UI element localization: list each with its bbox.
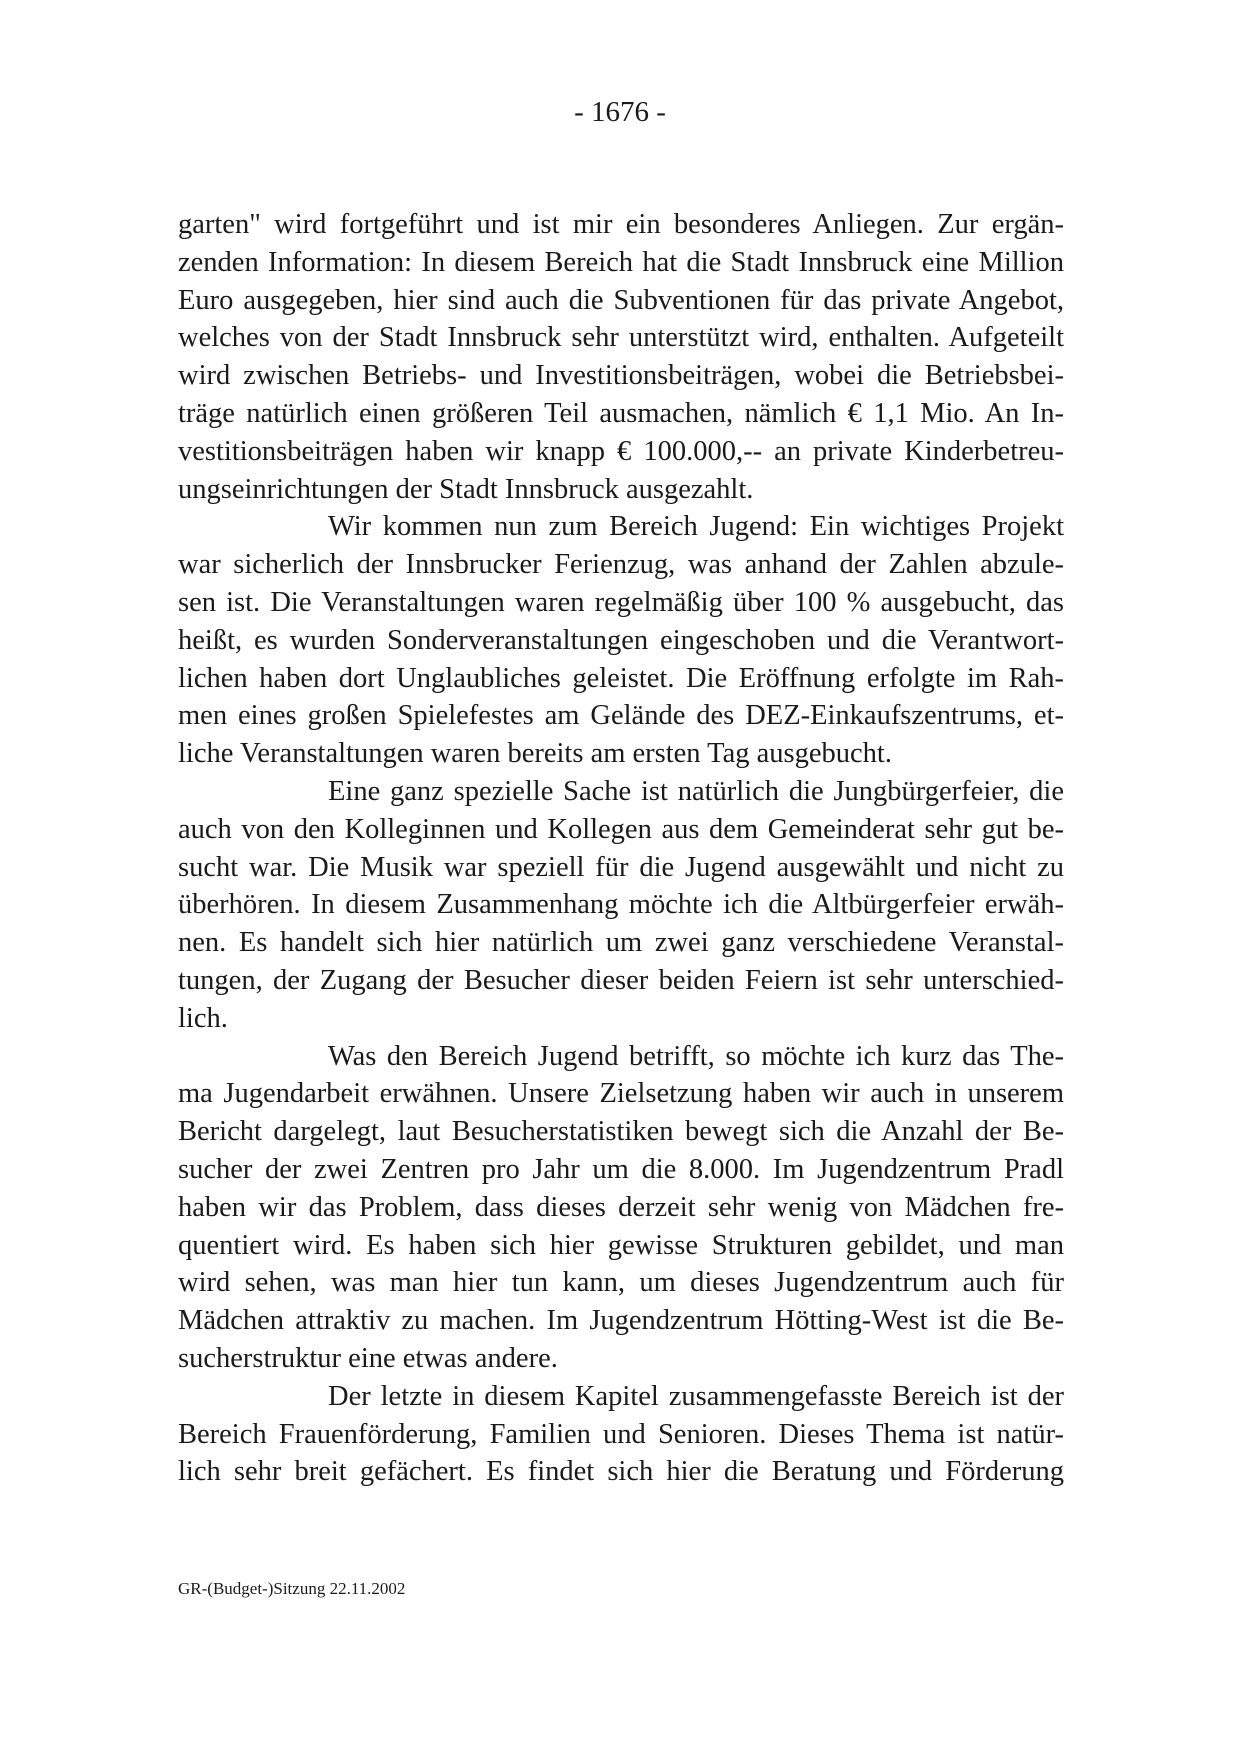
text-line: tungen, der Zugang der Besucher dieser beiden Feiern ist sehr unterschied- [178, 964, 1064, 996]
text-line: vestitionsbeiträgen haben wir knapp € 100.000,-- an private Kinderbetreu- [178, 435, 1064, 467]
text-line: men eines großen Spielefestes am Gelände des DEZ-Einkaufszentrums, et- [178, 700, 1064, 732]
text-line: ungseinrichtungen der Stadt Innsbruck ausgezahlt. [178, 473, 754, 505]
text-line: garten" wird fortgeführt und ist mir ein besonderes Anliegen. Zur ergän- [178, 209, 1064, 240]
paragraph-first-line: Was den Bereich Jugend betrifft, so möchte ich kurz das The- [328, 1040, 1064, 1072]
text-line: nen. Es handelt sich hier natürlich um zwei ganz verschiedene Veranstal- [178, 927, 1064, 959]
text-line: träge natürlich einen größeren Teil ausmachen, nämlich € 1,1 Mio. An In- [178, 397, 1064, 429]
text-line: sucht war. Die Musik war speziell für die Jugend ausgewählt und nicht zu [178, 851, 1064, 883]
text-line: sen ist. Die Veranstaltungen waren regelmäßig über 100 % ausgebucht, das [178, 586, 1064, 618]
text-line: welches von der Stadt Innsbruck sehr unterstützt wird, enthalten. Aufgeteilt [178, 322, 1064, 354]
text-line: sucherstruktur eine etwas andere. [178, 1342, 558, 1374]
text-line: liche Veranstaltungen waren bereits am ersten Tag ausgebucht. [178, 738, 892, 770]
text-line: lich sehr breit gefächert. Es findet sich hier die Beratung und Förderung [178, 1456, 1064, 1488]
paragraph-first-line: Eine ganz spezielle Sache ist natürlich die Jungbürgerfeier, die [328, 775, 1064, 807]
text-line: quentiert wird. Es haben sich hier gewisse Strukturen gebildet, und man [178, 1229, 1064, 1261]
text-line: wird zwischen Betriebs- und Investitionsbeiträgen, wobei die Betriebsbei- [178, 360, 1064, 392]
paragraph-first-line: Wir kommen nun zum Bereich Jugend: Ein wichtiges Projekt [328, 511, 1064, 543]
text-line: Bereich Frauenförderung, Familien und Senioren. Dieses Thema ist natür- [178, 1418, 1064, 1450]
text-line: lichen haben dort Unglaubliches geleistet. Die Eröffnung erfolgte im Rah- [178, 662, 1064, 694]
text-line: Mädchen attraktiv zu machen. Im Jugendzentrum Hötting-West ist die Be- [178, 1305, 1064, 1337]
footer: GR-(Budget-)Sitzung 22.11.2002 [178, 1579, 406, 1598]
text-line: heißt, es wurden Sonderveranstaltungen eingeschoben und die Verantwort- [178, 624, 1064, 656]
text-line: war sicherlich der Innsbrucker Ferienzug, was anhand der Zahlen abzule- [178, 549, 1064, 581]
text-line: ma Jugendarbeit erwähnen. Unsere Zielsetzung haben wir auch in unserem [178, 1078, 1064, 1110]
body-text [178, 206, 1064, 1491]
text-line: sucher der zwei Zentren pro Jahr um die 8.000. Im Jugendzentrum Pradl [178, 1153, 1064, 1185]
page-number: - 1676 - [574, 96, 666, 128]
text-line: lich. [178, 1002, 228, 1034]
text-line: Euro ausgegeben, hier sind auch die Subventionen für das private Angebot, [178, 284, 1064, 316]
text-line: überhören. In diesem Zusammenhang möchte ich die Altbürgerfeier erwäh- [178, 889, 1064, 921]
text-line: auch von den Kolleginnen und Kollegen aus dem Gemeinderat sehr gut be- [178, 813, 1064, 845]
text-line: zenden Information: In diesem Bereich hat die Stadt Innsbruck eine Million [178, 246, 1064, 278]
text-line: haben wir das Problem, dass dieses derzeit sehr wenig von Mädchen fre- [178, 1191, 1064, 1223]
text-line: Bericht dargelegt, laut Besucherstatistiken bewegt sich die Anzahl der Be- [178, 1116, 1064, 1148]
text-line: wird sehen, was man hier tun kann, um dieses Jugendzentrum auch für [178, 1267, 1064, 1299]
paragraph-first-line: Der letzte in diesem Kapitel zusammengefasste Bereich ist der [328, 1380, 1064, 1412]
